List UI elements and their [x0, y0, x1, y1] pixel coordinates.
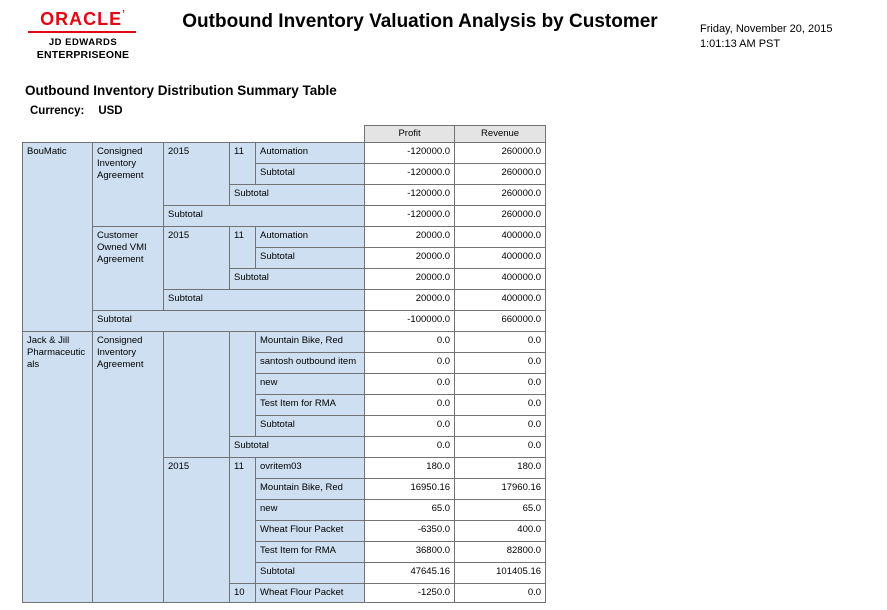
label-cell: Mountain Bike, Red — [256, 331, 365, 352]
value-cell: 260000.0 — [455, 142, 546, 163]
value-cell: 0.0 — [365, 331, 455, 352]
value-cell: 0.0 — [455, 583, 546, 602]
table-row — [23, 226, 546, 247]
trademark-icon: ’ — [122, 9, 126, 20]
value-cell: 82800.0 — [455, 541, 546, 562]
value-cell: 180.0 — [455, 457, 546, 478]
value-cell: 0.0 — [365, 436, 455, 457]
table-row — [23, 126, 546, 143]
label-cell: Subtotal — [256, 415, 365, 436]
value-cell: 0.0 — [365, 415, 455, 436]
header-spacer — [23, 126, 365, 143]
label-cell — [164, 331, 230, 457]
value-cell: 260000.0 — [455, 163, 546, 184]
label-cell: Test Item for RMA — [256, 541, 365, 562]
currency-label: Currency: — [30, 105, 85, 117]
summary-table — [22, 125, 546, 603]
value-cell: -100000.0 — [365, 310, 455, 331]
label-cell: Subtotal — [256, 562, 365, 583]
summary-table-body — [23, 126, 546, 603]
value-cell: 20000.0 — [365, 226, 455, 247]
label-cell: 10 — [230, 583, 256, 602]
value-cell: 47645.16 — [365, 562, 455, 583]
value-cell: 260000.0 — [455, 205, 546, 226]
table-row — [23, 331, 546, 352]
oracle-logo-text: ORACLE’ — [40, 9, 126, 29]
label-cell: 2015 — [164, 457, 230, 602]
column-header-cell: Profit — [365, 126, 455, 143]
label-cell: Subtotal — [230, 184, 365, 205]
label-cell: 11 — [230, 226, 256, 268]
label-cell: Customer Owned VMI Agreement — [93, 226, 164, 310]
report-time: 1:01:13 AM PST — [700, 37, 781, 50]
value-cell: 400000.0 — [455, 247, 546, 268]
value-cell: 400000.0 — [455, 226, 546, 247]
currency-value: USD — [98, 105, 123, 117]
label-cell: ovritem03 — [256, 457, 365, 478]
label-cell: Wheat Flour Packet — [256, 520, 365, 541]
label-cell: Subtotal — [230, 268, 365, 289]
value-cell: 65.0 — [455, 499, 546, 520]
value-cell: 0.0 — [455, 394, 546, 415]
value-cell: -120000.0 — [365, 163, 455, 184]
value-cell: 660000.0 — [455, 310, 546, 331]
label-cell: new — [256, 499, 365, 520]
currency-line — [30, 105, 123, 117]
value-cell: 16950.16 — [365, 478, 455, 499]
value-cell: 0.0 — [455, 436, 546, 457]
value-cell: 36800.0 — [365, 541, 455, 562]
label-cell: Consigned Inventory Agreement — [93, 142, 164, 226]
label-cell: 11 — [230, 142, 256, 184]
label-cell: Wheat Flour Packet — [256, 583, 365, 602]
value-cell: -120000.0 — [365, 184, 455, 205]
value-cell: 0.0 — [455, 373, 546, 394]
label-cell: Subtotal — [230, 436, 365, 457]
value-cell: 0.0 — [365, 373, 455, 394]
value-cell: 101405.16 — [455, 562, 546, 583]
label-cell: Subtotal — [164, 289, 365, 310]
label-cell — [230, 331, 256, 436]
report-date: Friday, November 20, 2015 — [700, 23, 833, 35]
value-cell: 20000.0 — [365, 268, 455, 289]
label-cell: Subtotal — [164, 205, 365, 226]
label-cell: Mountain Bike, Red — [256, 478, 365, 499]
label-cell: new — [256, 373, 365, 394]
value-cell: 260000.0 — [455, 184, 546, 205]
section-title: Outbound Inventory Distribution Summary Table — [25, 83, 337, 98]
label-cell: 2015 — [164, 142, 230, 205]
value-cell: -1250.0 — [365, 583, 455, 602]
value-cell: 20000.0 — [365, 247, 455, 268]
report-title: Outbound Inventory Valuation Analysis by Customer — [182, 11, 658, 32]
value-cell: 0.0 — [455, 352, 546, 373]
value-cell: 65.0 — [365, 499, 455, 520]
label-cell: Test Item for RMA — [256, 394, 365, 415]
label-cell: Subtotal — [256, 247, 365, 268]
label-cell: santosh outbound item — [256, 352, 365, 373]
value-cell: 0.0 — [455, 415, 546, 436]
label-cell: Subtotal — [256, 163, 365, 184]
label-cell: BouMatic — [23, 142, 93, 331]
value-cell: 20000.0 — [365, 289, 455, 310]
logo-subtitle-enterpriseone: ENTERPRISEONE — [36, 48, 130, 61]
label-cell: Jack & Jill Pharmaceuticals — [23, 331, 93, 602]
table-row — [23, 142, 546, 163]
value-cell: -120000.0 — [365, 142, 455, 163]
value-cell: 0.0 — [455, 331, 546, 352]
label-cell: Consigned Inventory Agreement — [93, 331, 164, 602]
value-cell: 180.0 — [365, 457, 455, 478]
value-cell: -120000.0 — [365, 205, 455, 226]
label-cell: 2015 — [164, 226, 230, 289]
table-row — [23, 310, 546, 331]
oracle-logo — [28, 10, 138, 62]
value-cell: 0.0 — [365, 394, 455, 415]
value-cell: 400000.0 — [455, 289, 546, 310]
column-header-cell: Revenue — [455, 126, 546, 143]
value-cell: 400000.0 — [455, 268, 546, 289]
label-cell: Subtotal — [93, 310, 365, 331]
label-cell: Automation — [256, 226, 365, 247]
logo-subtitle-jdedwards: JD EDWARDS — [48, 37, 118, 48]
label-cell: 11 — [230, 457, 256, 583]
value-cell: -6350.0 — [365, 520, 455, 541]
value-cell: 400.0 — [455, 520, 546, 541]
report-datetime — [700, 22, 832, 52]
value-cell: 0.0 — [365, 352, 455, 373]
value-cell: 17960.16 — [455, 478, 546, 499]
label-cell: Automation — [256, 142, 365, 163]
logo-divider — [28, 31, 136, 33]
